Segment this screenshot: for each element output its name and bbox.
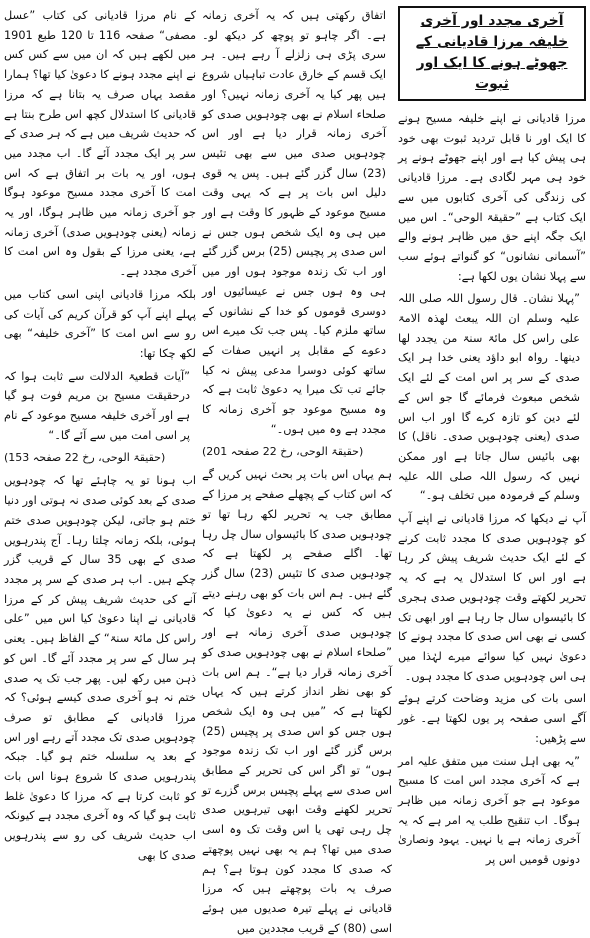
paragraph: اب ہونا تو یہ چاہئے تھا کہ چودہویں صدی کے بعد کوئی صدی نہ ہوتی اور دنیا ختم ہو جاتی، لیکن چودہویں صدی ختم ہوئی، بلکہ زمانہ چلتا رہا۔ آج پندرہویں صدی کے بھی 35 سال کے قریب گزر چکے ہیں۔ اب ہر صدی کے سر پر مجدد آنے کی حدیث شریف پیش کر کے مرزا قادیانی نے اپنا دعویٰ کیا اس میں ”علی راس کل مائۃ سنۃ“ کے الفاظ ہیں۔ یعنی ہر سال کے سر پر مجدد آئے گا۔ اس کو ذہن میں رکھ لیں۔ پھر جب تک یہ صدی ختم نہ ہو آخری صدی کیسے ہوئی؟ کہ مرزا قادیانی کے مطابق تو صرف چودہویں صدی تک مجدد آتے رہے اور اس کے بعد یہ سلسلہ ختم ہو گیا۔ جبکہ پندرہویں صدی کا شروع ہونا اس بات کو ثابت کرتا ہے کہ مرزا کا دعویٰ غلط ثابت ہو گیا کہ وہ آخری مجدد ہے کیونکہ اب حدیث شریف کی رو سے پندرہویں صدی کا بھی: [4, 474, 196, 862]
paragraph: کے نام مرزا قادیانی کی کتاب ”عسل مصفی“ صفحہ 116 تا 120 طبع 1901 میں لکھے ہیں کہ ان میں سے کس کس نے اپنے مجدد ہونے کا دعویٰ کیا تھا؟ ہمارا مقصد یہاں صرف یہ بتانا ہے کہ مرزا قادیانی کا استدلال کچھ اس طرح بنتا ہے کہ حدیث شریف میں ہے کہ ہر صدی کے سر پر ایک مجدد آئے گا۔ اب مجدد میں ہوں، اور یہ بات بر اتفاق ہے کہ اس امت کا آخری مجدد مسیح موعود ہوگا جو آخری زمانہ میں ظاہر ہوگا، اور یہ زمانہ (یعنی چودہویں صدی) آخری زمانہ ہے، یعنی مرزا کے بقول وہ اس امت کا آخری مجدد ہے۔: [4, 9, 196, 279]
quote: ”یہ بھی اہل سنت میں متفق علیہ امر ہے کہ آخری مجدد اس امت کا مسیح موعود ہے جو آخری زمانہ میں ظاہر ہوگا۔ اب تنقیح طلب یہ امر ہے کہ یہ آخری زمانہ ہے یا نہیں۔ یہود ونصاریٰ دونوں قومیں اس پر: [398, 754, 580, 867]
paragraph: اسی بات کی مزید وضاحت کرتے ہوئے آگے اسی صفحہ پر یوں لکھتا ہے۔ غور سے پڑھیں:: [398, 692, 586, 745]
article-title-line-1: آخری مجدد اور آخری خلیفہ مرزا قادیانی کے: [415, 13, 569, 50]
paragraph: بلکہ مرزا قادیانی اپنی اسی کتاب میں پہلے اپنے آپ کو قرآن کریم کی آیات کی رو سے اس امت کا ”آخری خلیفہ“ بھی لکھ چکا تھا:: [4, 287, 196, 360]
paragraph: ہم یہاں اس بات پر بحث نہیں کریں گے کہ اس کتاب کے پچھلے صفحے پر مرزا کے مطابق جب یہ تحریر لکھ رہا تھا تو چودہویں صدی کا بائیسواں سال چل رہا تھا۔ اگلے صفحے پر لکھتا ہے کہ چودہویں صدی کا تئیس (23) سال گزر گئے ہیں۔ ہم اس بات کو بھی رہنے دیتے ہیں کہ کس نے یہ دعویٰ کیا کہ چودہویں صدی آخری زمانہ ہے اور ”صلحاء اسلام نے بھی چودہویں صدی کو آخری زمانہ قرار دیا ہے“۔ ہم اس بات کو بھی نظر انداز کرتے ہیں کہ یہاں لکھتا ہے کہ ”میں ہی وہ ایک شخص ہوں جس کو اس صدی پر پچیس (25) برس گزر گئے اور اب تک زندہ موجود ہوں“ تو اگر اس کی تحریر کے مطابق اس صدی سے پہلے پچیس برس گزرے تو تحریر لکھنے وقت ابھی تیرہویں صدی چل رہی تھی یا اس وقت تک وہ اسی صدی میں تھا؟ ہم یہ بھی نہیں پوچھتے کہ صدی کا مجدد کون ہوتا ہے؟ ہم صرف یہ بات پوچھتے ہیں کہ مرزا قادیانی نے پہلے تیرہ صدیوں میں ہوئے اسی (80) کے قریب مجددین میں: [202, 468, 392, 935]
article-title-box: [398, 6, 586, 101]
paragraph: مرزا قادیانی نے اپنے خلیفہ مسیح ہونے کا ایک اور نا قابل تردید ثبوت بھی خود ہی پیش کیا ہے اور اپنے جھوٹے ہونے پر خود ہی مہر لگادی ہے۔ مرزا قادیانی کی زندگی کی آخری کتابوں میں سے ایک کتاب ہے ”حقیقۃ الوحی“۔ اس میں ایک جگہ اپنے حق میں ظاہر ہونے والے ”آسمانی نشانوں“ کو گنواتے ہوئے سب سے پہلا نشان یوں لکھا ہے:: [398, 112, 586, 283]
article-title-line-2: جھوٹے ہونے کا ایک اور ثبوت: [416, 55, 568, 92]
citation-ref: (حقیقۃ الوحی، رخ 22 صفحہ 153): [4, 451, 166, 465]
quote-continued: اتفاق رکھتی ہیں کہ یہ آخری زمانہ ہے۔ اگر چاہو تو پوچھ کر دیکھ لو۔ سری پڑی ہی زلزلے آ رہے ہیں۔ ہر ایک قسم کے خارق عادت تباہیاں شروع ہیں پھر کیا یہ آخری زمانہ نہیں؟ اور صلحاء اسلام نے بھی چودہویں صدی کو آخری زمانہ قرار دیا ہے اور اس چودہویں صدی میں سے بھی تئیس (23) سال گزر گئے ہیں۔ پس یہ قوی دلیل اس بات پر ہے کہ یہی وقت مسیح موعود کے ظہور کا وقت ہے اور میں ہی وہ ایک شخص ہوں جس نے اس صدی پر پچیس (25) برس گزر گئے اور اب تک زندہ موجود ہوں اور میں ہی وہ ہوں جس نے عیسائیوں اور دوسری قوموں کو خدا کے نشانوں کے ساتھ ملزم کیا۔ پس جب تک میرے اس دعوے کے مقابل پر انہیں صفات کے ساتھ کوئی دوسرا مدعی پیش نہ کیا جائے تب تک میرا یہ دعویٰ ثابت ہے کہ وہ مسیح موعود جو آخری زمانہ کا مجدد ہے وہ میں ہوں۔“: [202, 9, 386, 436]
paragraph: آپ نے دیکھا کہ مرزا قادیانی نے اپنے آپ کو چودہویں صدی کا مجدد ثابت کرنے کے لئے ایک حدیث شریف پیش کر رہا ہے اور اس کا استدلال یہ ہے کہ یہ تحریر لکھتے وقت چودہویں صدی ہجری کا بائیسواں سال جا رہا ہے اور ابھی تک کسی نے بھی اس صدی کا مجدد ہونے کا دعویٰ نہیں کیا سوائے میرے لہٰذا میں ہی اس چودہویں صدی کا مجدد ہوں۔: [398, 512, 586, 683]
quote: ”آیات قطعیۃ الدلالت سے ثابت ہوا کہ درحقیقت مسیح بن مریم فوت ہو گیا ہے اور آخری خلیفہ مسیح موعود کے نام پر اسی امت میں سے آئے گا۔“: [4, 369, 190, 442]
citation-ref: (حقیقۃ الوحی، رخ 22 صفحہ 201): [202, 445, 364, 459]
middle-column: [202, 6, 392, 935]
right-column: [398, 6, 586, 867]
left-column: [4, 6, 196, 862]
hadith-quote: ”پہلا نشان۔ قال رسول اللہ صلی اللہ علیہ وسلم ان اللہ یبعث لھذہ الامۃ علی راس کل مائۃ سنۃ من یجدد لھا دینھا۔ رواہ ابو داؤد یعنی خدا ہر ایک صدی کے سر پر اس امت کے لئے ایک شخص مبعوث فرمائے گا جو اس کے لئے دین کو تازہ کرے گا اور اب اس صدی (یعنی چودہویں صدی۔ ناقل) کا بھی بائیس سال جاتا ہے اور ممکن نہیں کہ رسول اللہ صلی اللہ علیہ وسلم کے فرمودہ میں تخلف ہو۔“: [398, 292, 580, 503]
